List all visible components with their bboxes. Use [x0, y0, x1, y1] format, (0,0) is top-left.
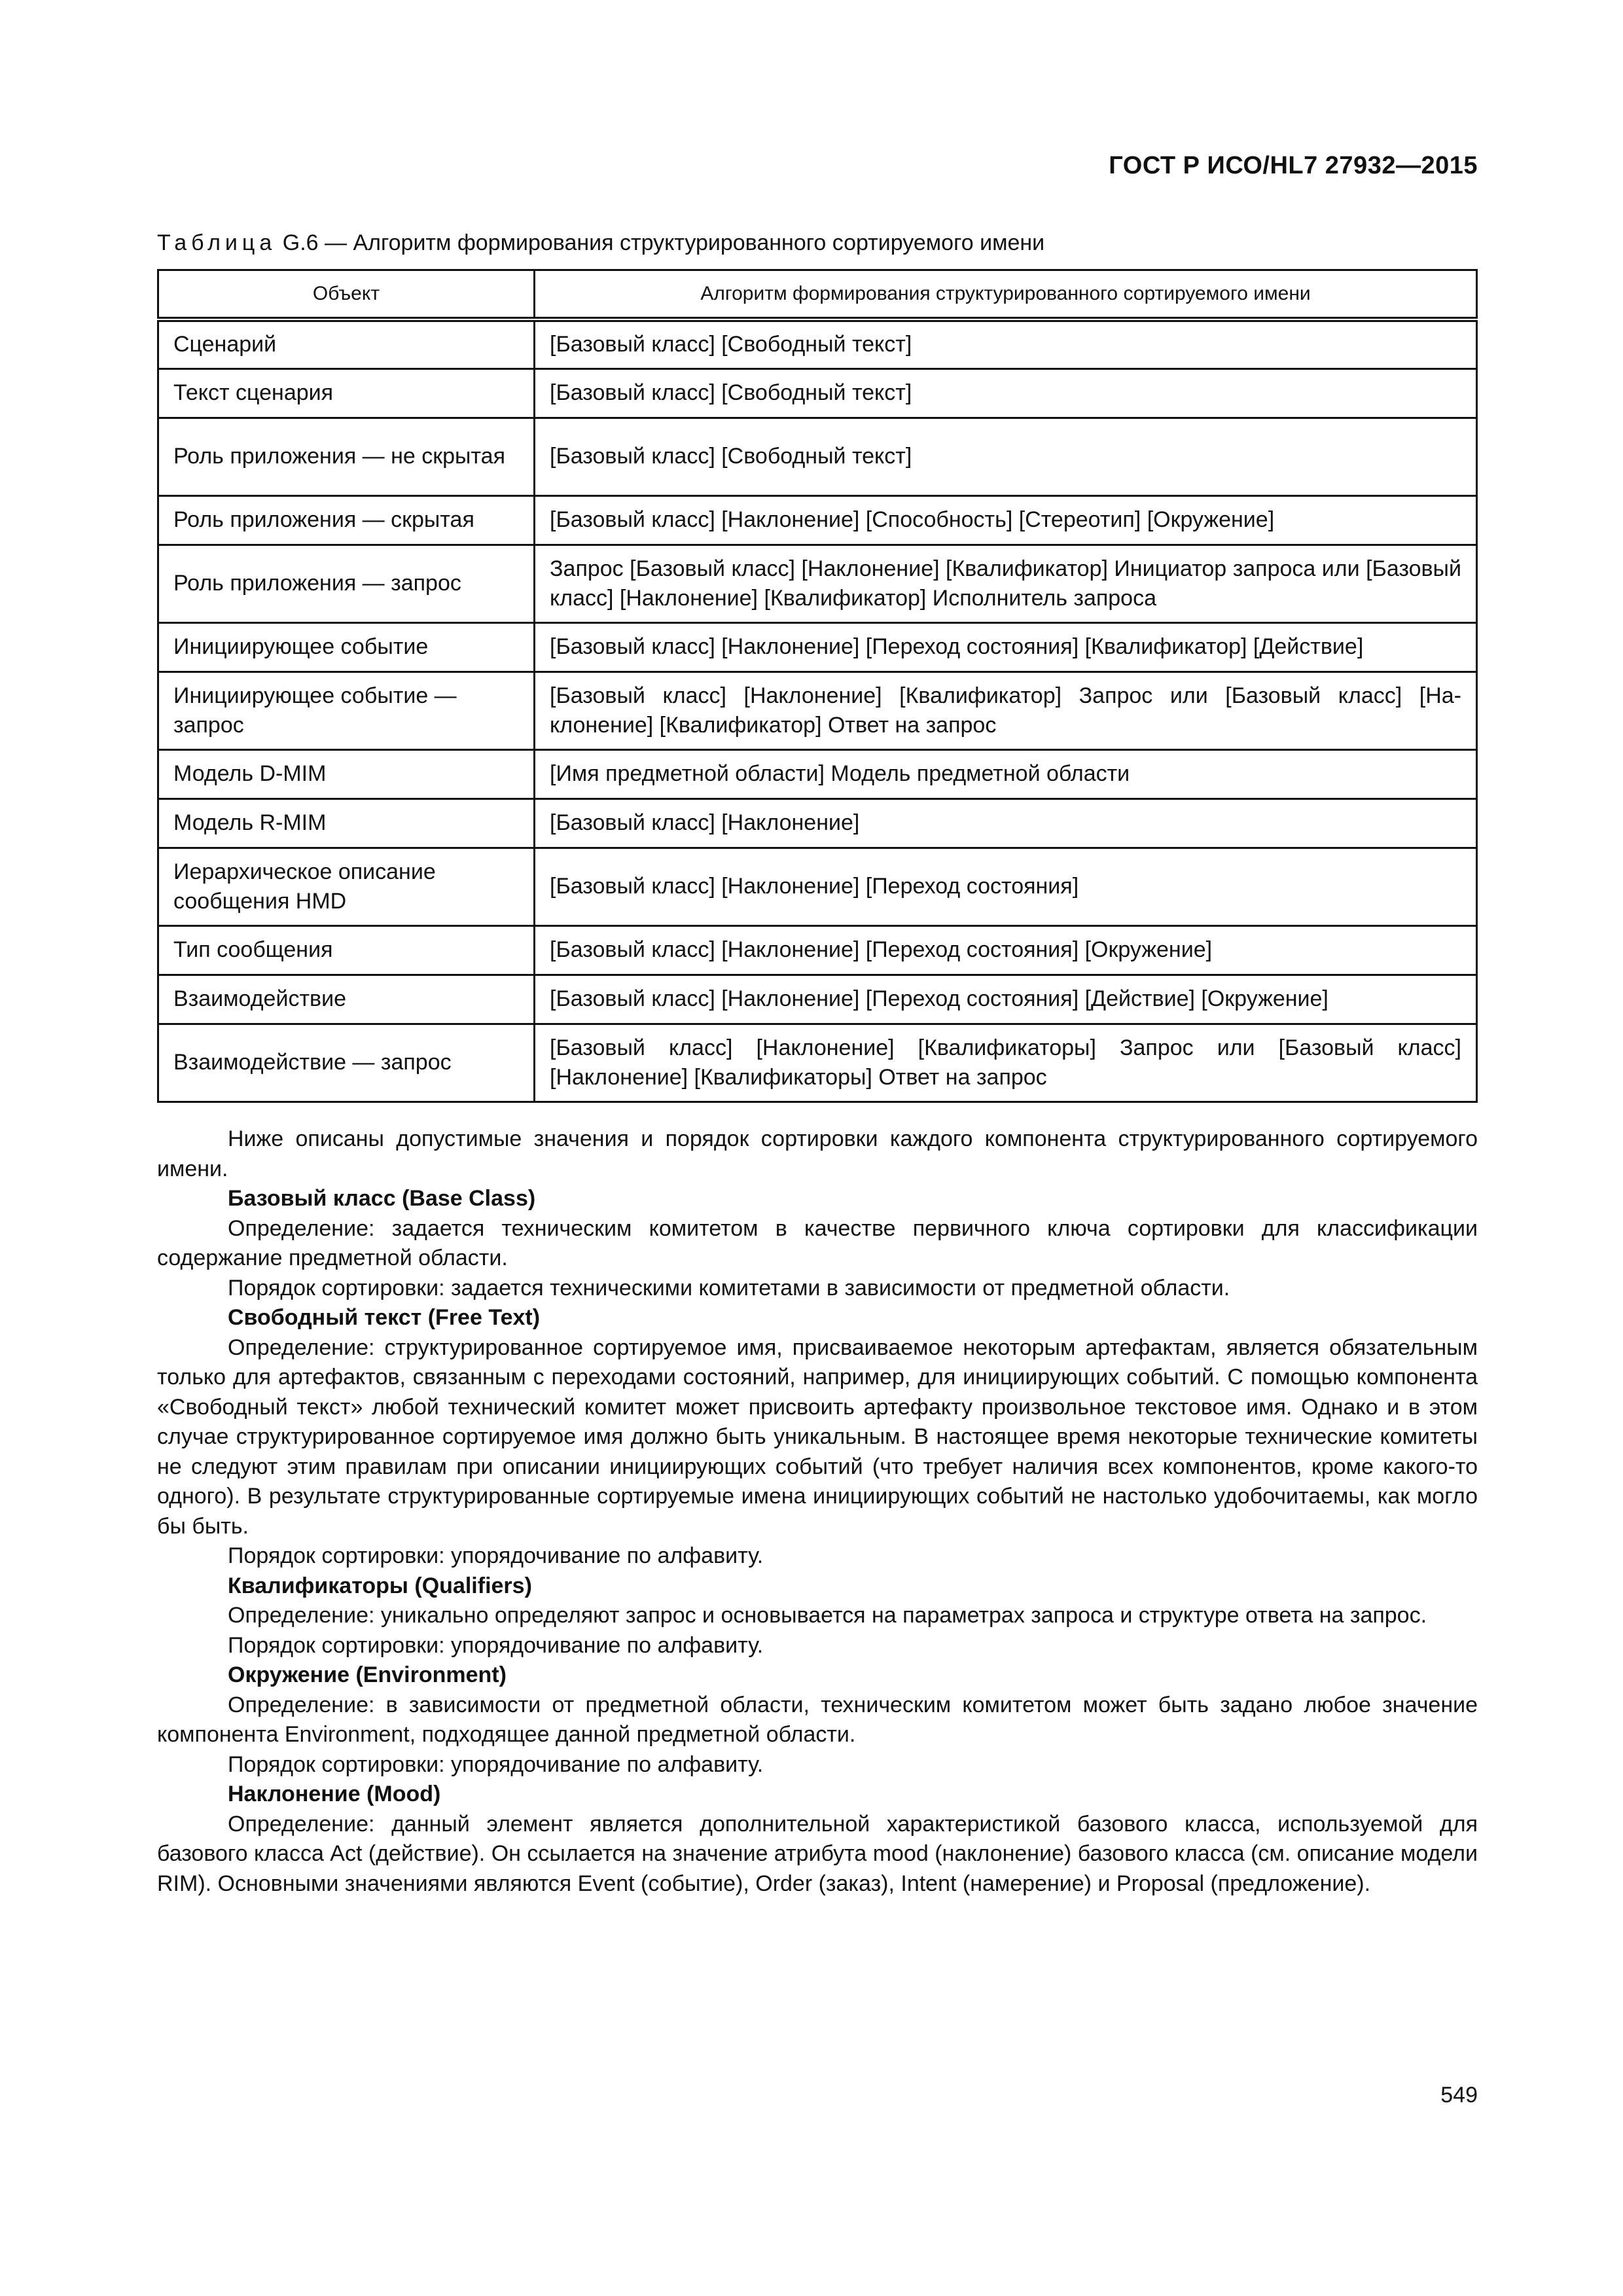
section-heading-qualifiers: Квалификаторы (Qualifiers): [228, 1573, 532, 1598]
cell-algorithm: [Базовый класс] [Наклонение] [Переход состояния] [Действие] [Окружение]: [535, 975, 1477, 1024]
table-row: [158, 622, 1477, 672]
cell-object: Роль приложения — скрытая: [158, 495, 535, 545]
intro-paragraph: Ниже описаны допустимые значения и порядок сортировки каждого компонента структурированного сортируемого имени.: [157, 1126, 1478, 1181]
table-caption: [157, 230, 1044, 256]
cell-object: Текст сценария: [158, 368, 535, 418]
cell-algorithm: [Базовый класс] [Наклонение] [Способность] [Стереотип] [Окружение]: [535, 495, 1477, 545]
table-row: [158, 848, 1477, 925]
cell-algorithm: [Базовый класс] [Наклонение] [Квалификаторы] Запрос или [Базовый класс] [Наклонение] [Квалификаторы] Ответ на запрос: [535, 1024, 1477, 1102]
table-row: [158, 925, 1477, 975]
sort-order-paragraph: Порядок сортировки: упорядочивание по алфавиту.: [228, 1632, 764, 1658]
definition-paragraph: Определение: уникально определяют запрос и основывается на параметрах запроса и структуре ответа на запрос.: [228, 1603, 1427, 1628]
body-text: [157, 1124, 1478, 1899]
cell-object: Взаимодействие — запрос: [158, 1024, 535, 1102]
column-header-object: Объект: [158, 270, 535, 320]
cell-object: Модель R-MIM: [158, 798, 535, 848]
cell-algorithm: [Базовый класс] [Свободный текст]: [535, 368, 1477, 418]
section-heading-base-class: Базовый класс (Base Class): [228, 1186, 536, 1211]
cell-algorithm: [Базовый класс] [Наклонение] [Переход состояния]: [535, 848, 1477, 925]
definition-paragraph: Определение: задается техническим комитетом в качестве первичного ключа сортировки для классификации содержание предметной области.: [157, 1215, 1478, 1270]
table-head: [158, 270, 1477, 320]
table-row: [158, 749, 1477, 798]
table-row: [158, 368, 1477, 418]
cell-object: Роль приложения — запрос: [158, 545, 535, 622]
table-row: [158, 495, 1477, 545]
table-row: [158, 672, 1477, 749]
cell-algorithm: [Базовый класс] [Наклонение] [Переход состояния] [Окружение]: [535, 925, 1477, 975]
section-heading-mood: Наклонение (Mood): [228, 1782, 441, 1806]
table-caption-title: G.6 — Алгоритм формирования структурированного сортируемого имени: [276, 230, 1045, 255]
cell-object: Иерархическое описание сообщения HMD: [158, 848, 535, 925]
cell-algorithm: [Имя предметной области] Модель предметной области: [535, 749, 1477, 798]
cell-object: Роль приложения — не скрытая: [158, 418, 535, 495]
cell-algorithm: [Базовый класс] [Наклонение] [Квалификатор] Запрос или [Базовый класс] [Наклонение] [Квалификатор] Ответ на запрос: [535, 672, 1477, 749]
definition-paragraph: Определение: структурированное сортируемое имя, присваиваемое некоторым артефактам, является обязательным только для артефактов, связанным с переходами состояний, например, для инициирующих событий. С помощью компонента «Свободный текст» любой технический комитет может присвоить артефакту произвольное текстовое имя. Однако и в этом случае структурированное сортируемое имя должно быть уникальным. В настоящее время некоторые технические комитеты не следуют этим правилам при описании инициирующих событий (что требует наличия всех компонентов, кроме какого-то одного). В результате структурированные сортируемые имена инициирующих событий не настолько удобочитаемы, как могло бы быть.: [157, 1335, 1478, 1539]
cell-algorithm: [Базовый класс] [Наклонение]: [535, 798, 1477, 848]
sort-order-paragraph: Порядок сортировки: задается техническими комитетами в зависимости от предметной области.: [228, 1275, 1230, 1300]
table-row: [158, 319, 1477, 368]
table-row: [158, 545, 1477, 622]
cell-algorithm: [Базовый класс] [Свободный текст]: [535, 319, 1477, 368]
section-heading-free-text: Свободный текст (Free Text): [228, 1305, 541, 1330]
table-caption-label: Таблица: [157, 230, 277, 255]
cell-object: Инициирующее событие — запрос: [158, 672, 535, 749]
cell-object: Модель D-MIM: [158, 749, 535, 798]
cell-algorithm: Запрос [Базовый класс] [Наклонение] [Квалификатор] Инициатор запроса или [Базовый класс] [Наклонение] [Квалификатор] Исполнитель запроса: [535, 545, 1477, 622]
sort-order-paragraph: Порядок сортировки: упорядочивание по алфавиту.: [228, 1751, 764, 1777]
table-header-row: [158, 270, 1477, 320]
definition-paragraph: Определение: данный элемент является дополнительной характеристикой базового класса, используемой для базового класса Act (действие). Он ссылается на значение атрибута mood (наклонение) базового класса (см. описание модели RIM). Основными значениями являются Event (событие), Order (заказ), Intent (намерение) и Proposal (предложение).: [157, 1811, 1478, 1896]
cell-algorithm: [Базовый класс] [Свободный текст]: [535, 418, 1477, 495]
cell-object: Инициирующее событие: [158, 622, 535, 672]
page-number: 549: [1440, 2083, 1478, 2108]
document-header: ГОСТ Р ИСО/HL7 27932—2015: [1109, 152, 1478, 179]
definition-paragraph: Определение: в зависимости от предметной области, техническим комитетом может быть задано любое значение компонента Environment, подходящее данной предметной области.: [157, 1692, 1478, 1747]
table-row: [158, 418, 1477, 495]
cell-object: Взаимодействие: [158, 975, 535, 1024]
table-row: [158, 798, 1477, 848]
cell-object: Сценарий: [158, 319, 535, 368]
column-header-algorithm: Алгоритм формирования структурированного сортируемого имени: [535, 270, 1477, 320]
table-body: [158, 319, 1477, 1102]
cell-algorithm: [Базовый класс] [Наклонение] [Переход состояния] [Квалификатор] [Действие]: [535, 622, 1477, 672]
cell-object: Тип сообщения: [158, 925, 535, 975]
table-row: [158, 1024, 1477, 1102]
sort-order-paragraph: Порядок сортировки: упорядочивание по алфавиту.: [228, 1543, 764, 1568]
algorithm-table: [157, 269, 1478, 1103]
section-heading-environment: Окружение (Environment): [228, 1662, 507, 1687]
table-row: [158, 975, 1477, 1024]
